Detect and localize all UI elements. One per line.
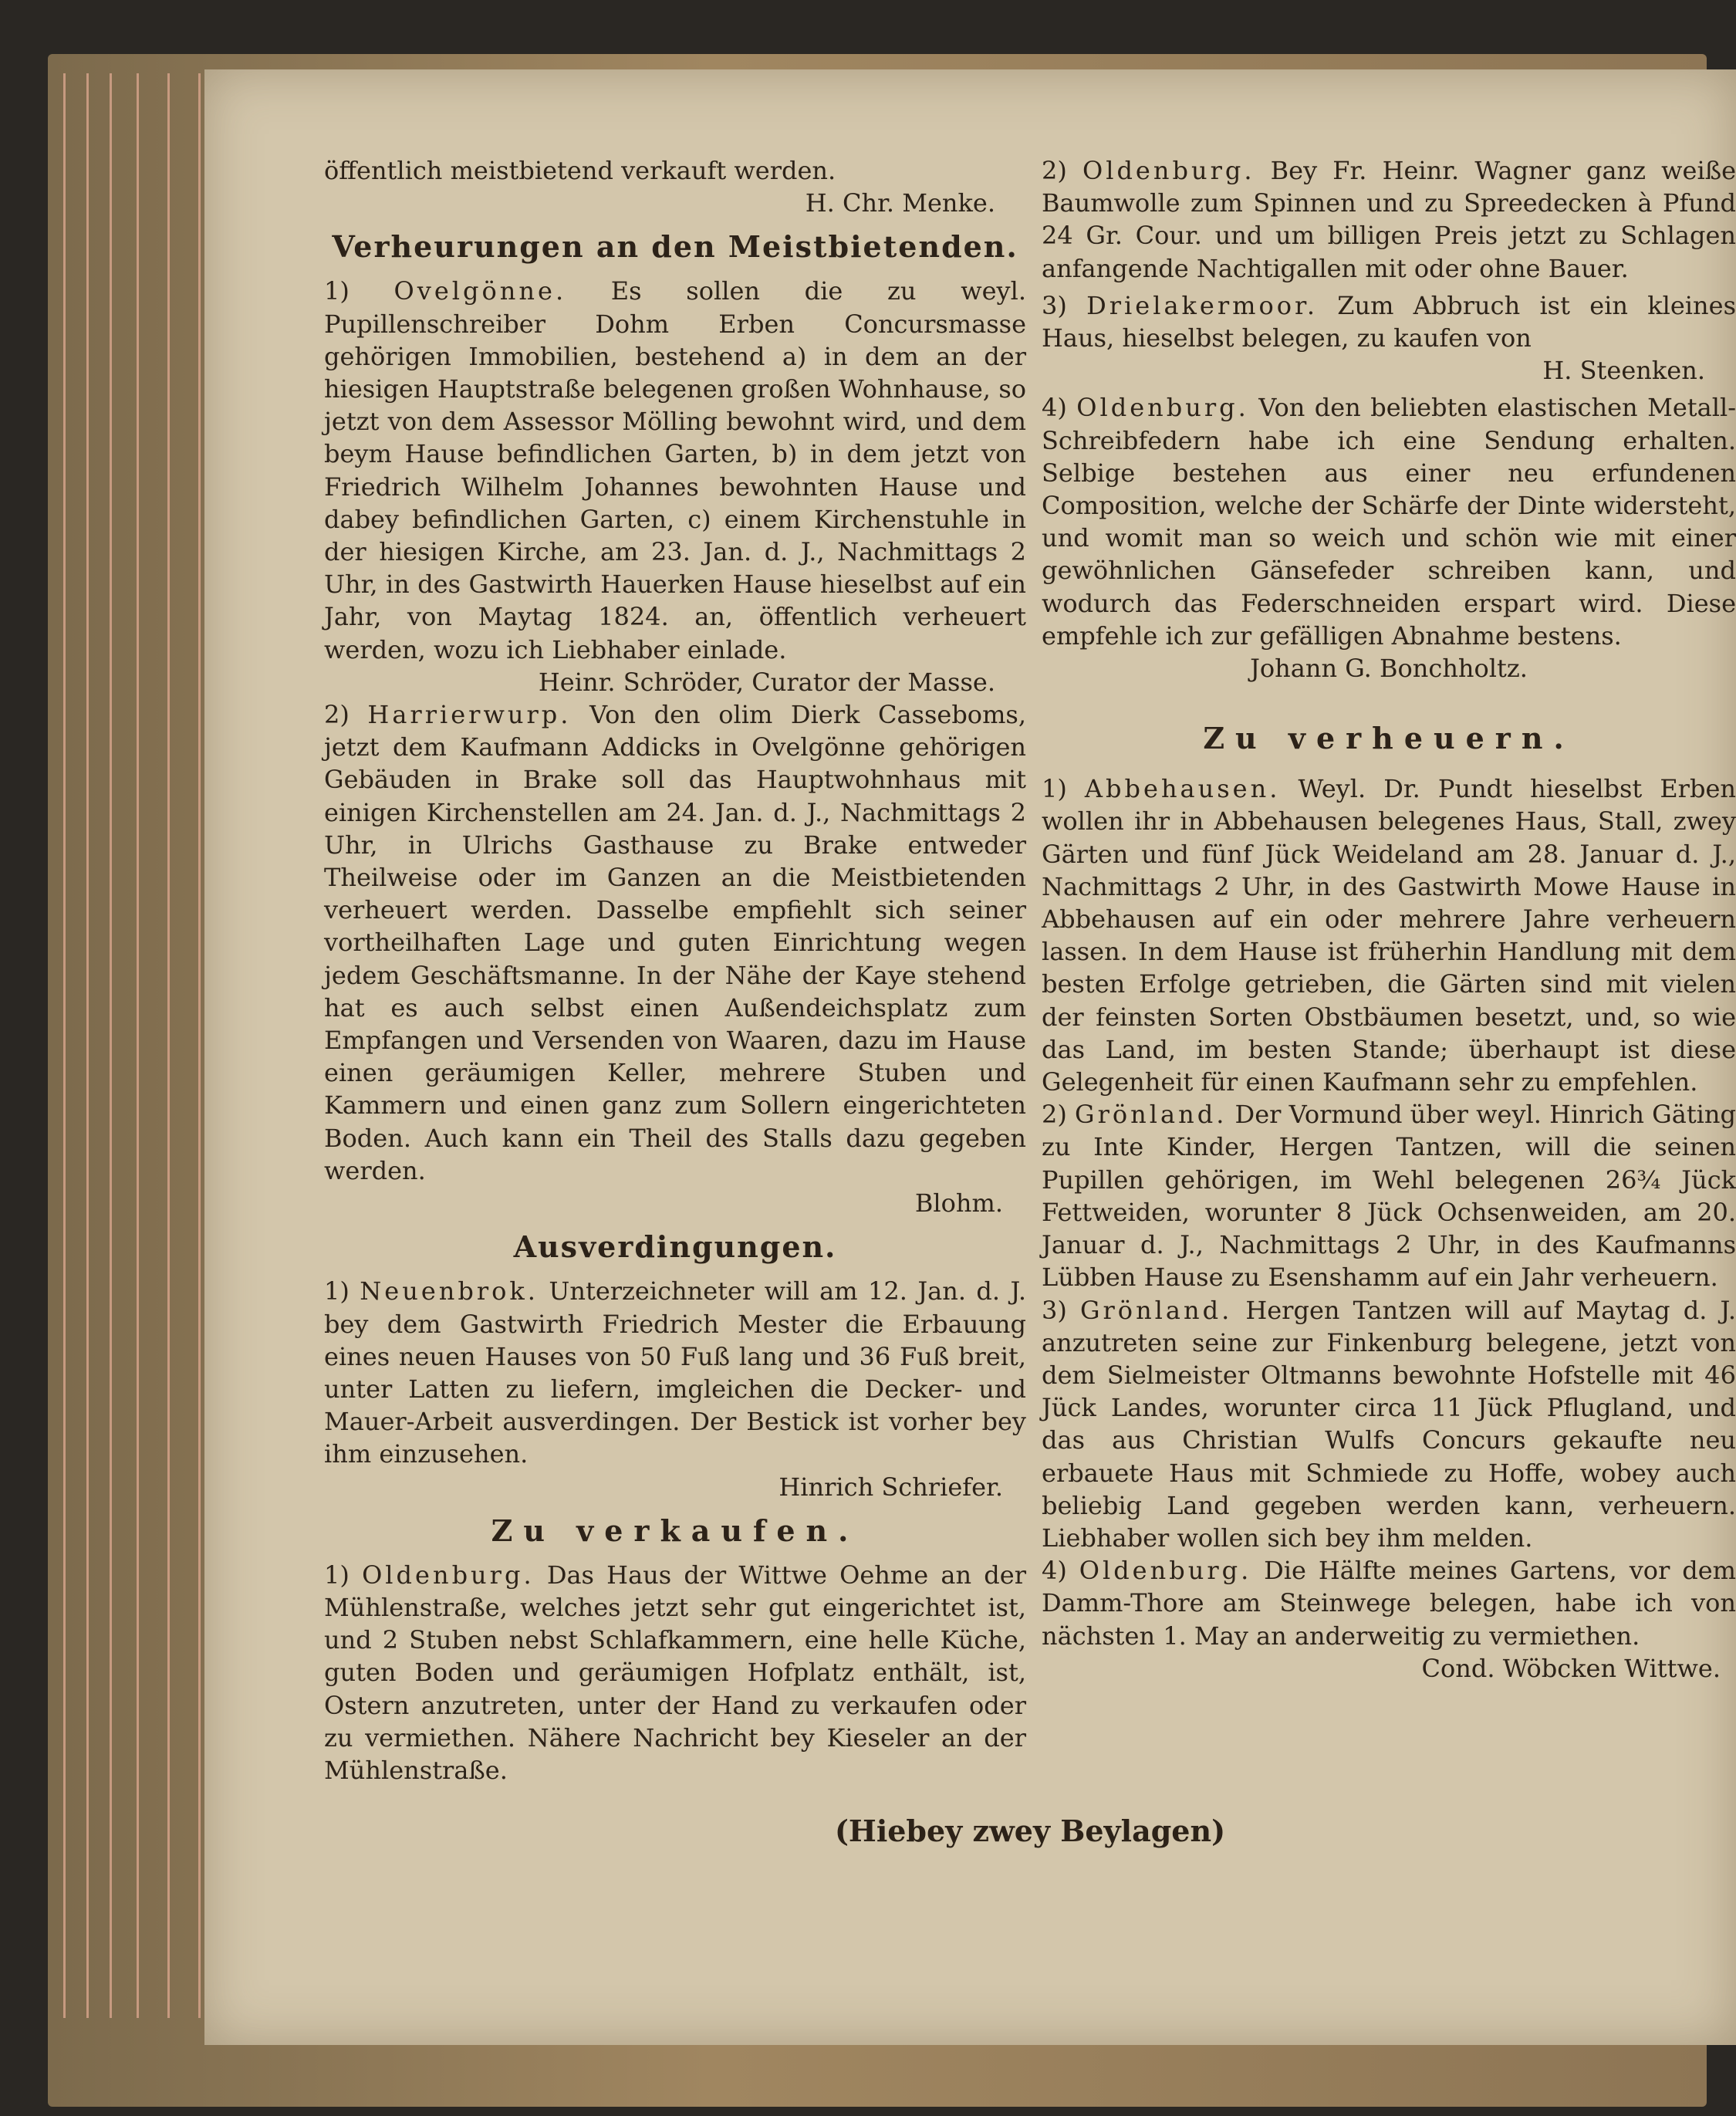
section-heading: Verheurungen an den Meistbietenden. xyxy=(332,229,1018,265)
intro-text: öffentlich meistbietend verkauft werden. xyxy=(324,156,836,185)
page-edges xyxy=(63,73,218,2018)
signature: Johann G. Bonchholtz. xyxy=(1250,654,1528,684)
item-number: 1) xyxy=(324,1276,360,1306)
left-column xyxy=(324,154,1026,1786)
place-name: Abbehausen. xyxy=(1084,774,1281,804)
item-number: 4) xyxy=(1042,393,1077,423)
item-number: 1) xyxy=(1042,774,1085,804)
item-number: 1) xyxy=(324,276,394,306)
place-name: Oldenburg. xyxy=(362,1560,535,1590)
footer-note: (Hiebey zwey Beylagen) xyxy=(834,1813,1226,1848)
place-name: Oldenburg. xyxy=(1079,1556,1252,1586)
notice-groenland-2 xyxy=(1042,1294,1736,1555)
page-content xyxy=(324,154,1736,1898)
notice-text: Unterzeichneter will am 12. Jan. d. J. bey dem Gastwirth Friedrich Mester die Erbauung eines neuen Hauses von 50 Fuß lang und 36 Fuß breit, unter Latten zu liefern, imgleichen die Decker- und Mauer-Arbeit ausverdingen. Der Bestick ist vorher bey ihm einzusehen. xyxy=(324,1276,1027,1469)
signature: Hinrich Schriefer. xyxy=(778,1472,1003,1502)
notice-drielakermoor xyxy=(1042,289,1736,354)
notice-text: Bey Fr. Heinr. Wagner ganz weiße Baumwolle zum Spinnen und zu Spreedecken à Pfund 24 Gr. Cour. und um billigen Preis jetzt zu Schlagen anfangende Nachtigallen mit oder ohne Bauer. xyxy=(1042,156,1736,283)
signature: Cond. Wöbcken Wittwe. xyxy=(1421,1653,1721,1683)
notice-text: Weyl. Dr. Pundt hieselbst Erben wollen ihr in Abbehausen belegenes Haus, Stall, zwey Gärten und fünf Jück Weideland am 28. Januar d. J., Nachmittags 2 Uhr, in des Gastwirth Mowe Hause in Abbehausen auf ein oder mehrere Jahre verheuern lassen. In dem Hause ist früherhin Handlung mit dem besten Erfolge getrieben, die Gärten sind mit vielen der feinsten Sorten Obstbäumen besetzt, und, so wie das Land, im besten Stande; überhaupt ist diese Gelegenheit für einen Kaufmann sehr zu empfehlen. xyxy=(1042,774,1736,1097)
section-heading: Zu verheuern. xyxy=(1203,721,1575,756)
place-name: Drielakermoor. xyxy=(1086,290,1318,320)
item-number: 2) xyxy=(324,700,368,730)
notice-oldenburg-wagner xyxy=(1042,154,1736,285)
place-name: Harrierwurp. xyxy=(367,700,572,730)
place-name: Neuenbrok. xyxy=(360,1276,539,1306)
notice-groenland-1 xyxy=(1042,1098,1736,1293)
item-number: 4) xyxy=(1042,1556,1079,1586)
notice-text: Von den olim Dierk Casseboms, jetzt dem Kaufmann Addicks in Ovelgönne gehörigen Gebäuden in Brake soll das Hauptwohnhaus mit einigen Kirchenstellen am 24. Jan. d. J., Nachmittags 2 Uhr, in Ulrichs Gasthause zu Brake entweder Theilweise oder im Ganzen an die Meistbietenden verheuert werden. Dasselbe empfiehlt sich seiner vortheilhaften Lage und guten Einrichtung wegen jedem Geschäftsmanne. In der Nähe der Kaye stehend hat es auch selbst einen Außendeichsplatz zum Empfangen und Versenden von Waaren, dazu im Hause einen geräumigen Keller, mehrere Stuben und Kammern und einen ganz zum Sollern eingerichteten Boden. Auch kann ein Theil des Stalls dazu gegeben werden. xyxy=(324,700,1027,1185)
item-number: 2) xyxy=(1042,1100,1076,1130)
item-number: 1) xyxy=(324,1560,363,1590)
notice-text: Zum Abbruch ist ein kleines Haus, hieselbst belegen, zu kaufen von xyxy=(1042,290,1736,353)
notice-text: Von den beliebten elastischen Metall-Schreibfedern habe ich eine Sendung erhalten. Selbige bestehen aus einer neu erfundenen Composition, welche der Schärfe der Dinte widersteht, und womit man so weich und schön wie mit einer gewöhnlichen Gänsefeder schreiben kann, und wodurch das Federschneiden erspart wird. Diese empfehle ich zur gefälligen Abnahme bestens. xyxy=(1042,393,1736,651)
notice-harrierwurp xyxy=(324,698,1026,1187)
place-name: Grönland. xyxy=(1079,1295,1233,1325)
right-column xyxy=(1042,154,1736,1685)
item-number: 3) xyxy=(1042,1295,1080,1325)
notice-neuenbrok xyxy=(324,1275,1026,1470)
notice-text: Das Haus der Wittwe Oehme an der Mühlenstraße, welches jetzt sehr gut eingerichtet ist, und 2 Stuben nebst Schlafkammern, eine helle Küche, guten Boden und geräumigen Hofplatz enthält, ist, Ostern anzutreten, unter der Hand zu verkaufen oder zu vermiethen. Nähere Nachricht bey Kieseler an der Mühlenstraße. xyxy=(324,1560,1027,1785)
notice-oldenburg-sale xyxy=(324,1559,1026,1786)
signature: H. Chr. Menke. xyxy=(805,188,995,218)
notice-oldenburg-garden xyxy=(1042,1554,1736,1652)
notice-ovelgoenne xyxy=(324,275,1026,665)
notice-text: Der Vormund über weyl. Hinrich Gäting zu Inte Kinder, Hergen Tantzen, will die seinen Pupillen gehörigen, im Wehl belegenen 26¾ Jück Fettweiden, worunter 8 Jück Ochsenweiden, am 20. Januar d. J., Nachmittags 2 Uhr, in des Kaufmanns Lübben Hause zu Esenshamm auf ein Jahr verheuern. xyxy=(1042,1100,1736,1293)
notice-oldenburg-pens xyxy=(1042,391,1736,652)
notice-abbehausen xyxy=(1042,772,1736,1098)
place-name: Oldenburg. xyxy=(1076,393,1249,423)
place-name: Oldenburg. xyxy=(1082,156,1255,185)
section-heading: Ausverdingungen. xyxy=(513,1229,837,1265)
notice-text: Die Hälfte meines Gartens, vor dem Damm-Thore am Steinwege belegen, habe ich von nächsten 1. May an anderweitig zu vermiethen. xyxy=(1042,1556,1736,1651)
signature: Heinr. Schröder, Curator der Masse. xyxy=(538,667,995,697)
signature: H. Steenken. xyxy=(1542,356,1705,386)
item-number: 2) xyxy=(1042,156,1082,185)
section-heading: Zu verkaufen. xyxy=(491,1513,860,1548)
notice-text: Es sollen die zu weyl. Pupillenschreiber Dohm Erben Concursmasse gehörigen Immobilien, bestehend a) in dem an der hiesigen Hauptstraße belegenen großen Wohnhause, so jetzt von dem Assessor Mölling bewohnt wird, und dem beym Hause befindlichen Garten, b) in dem jetzt von Friedrich Wilhelm Johannes bewohnten Hause und dabey befindlichen Garten, c) einem Kirchenstuhle in der hiesigen Kirche, am 23. Jan. d. J., Nachmittags 2 Uhr, in des Gastwirth Hauerken Hause hieselbst auf ein Jahr, von Maytag 1824. an, öffentlich verheuert werden, wozu ich Liebhaber einlade. xyxy=(324,276,1027,664)
place-name: Grönland. xyxy=(1075,1100,1228,1130)
notice-text: Hergen Tantzen will auf Maytag d. J. anzutreten seine zur Finkenburg belegene, jetzt von dem Sielmeister Oltmanns bewohnte Hofstelle mit 46 Jück Landes, worunter circa 11 Jück Pflugland, und das aus Christian Wulfs Concurs gekaufte neu erbauete Haus mit Schmiede zu Hoffe, wobey auch beliebig Land gegeben werden kann, verheuern. Liebhaber wollen sich bey ihm melden. xyxy=(1042,1295,1736,1553)
place-name: Ovelgönne. xyxy=(393,276,567,306)
item-number: 3) xyxy=(1042,290,1087,320)
signature: Blohm. xyxy=(914,1188,1003,1219)
